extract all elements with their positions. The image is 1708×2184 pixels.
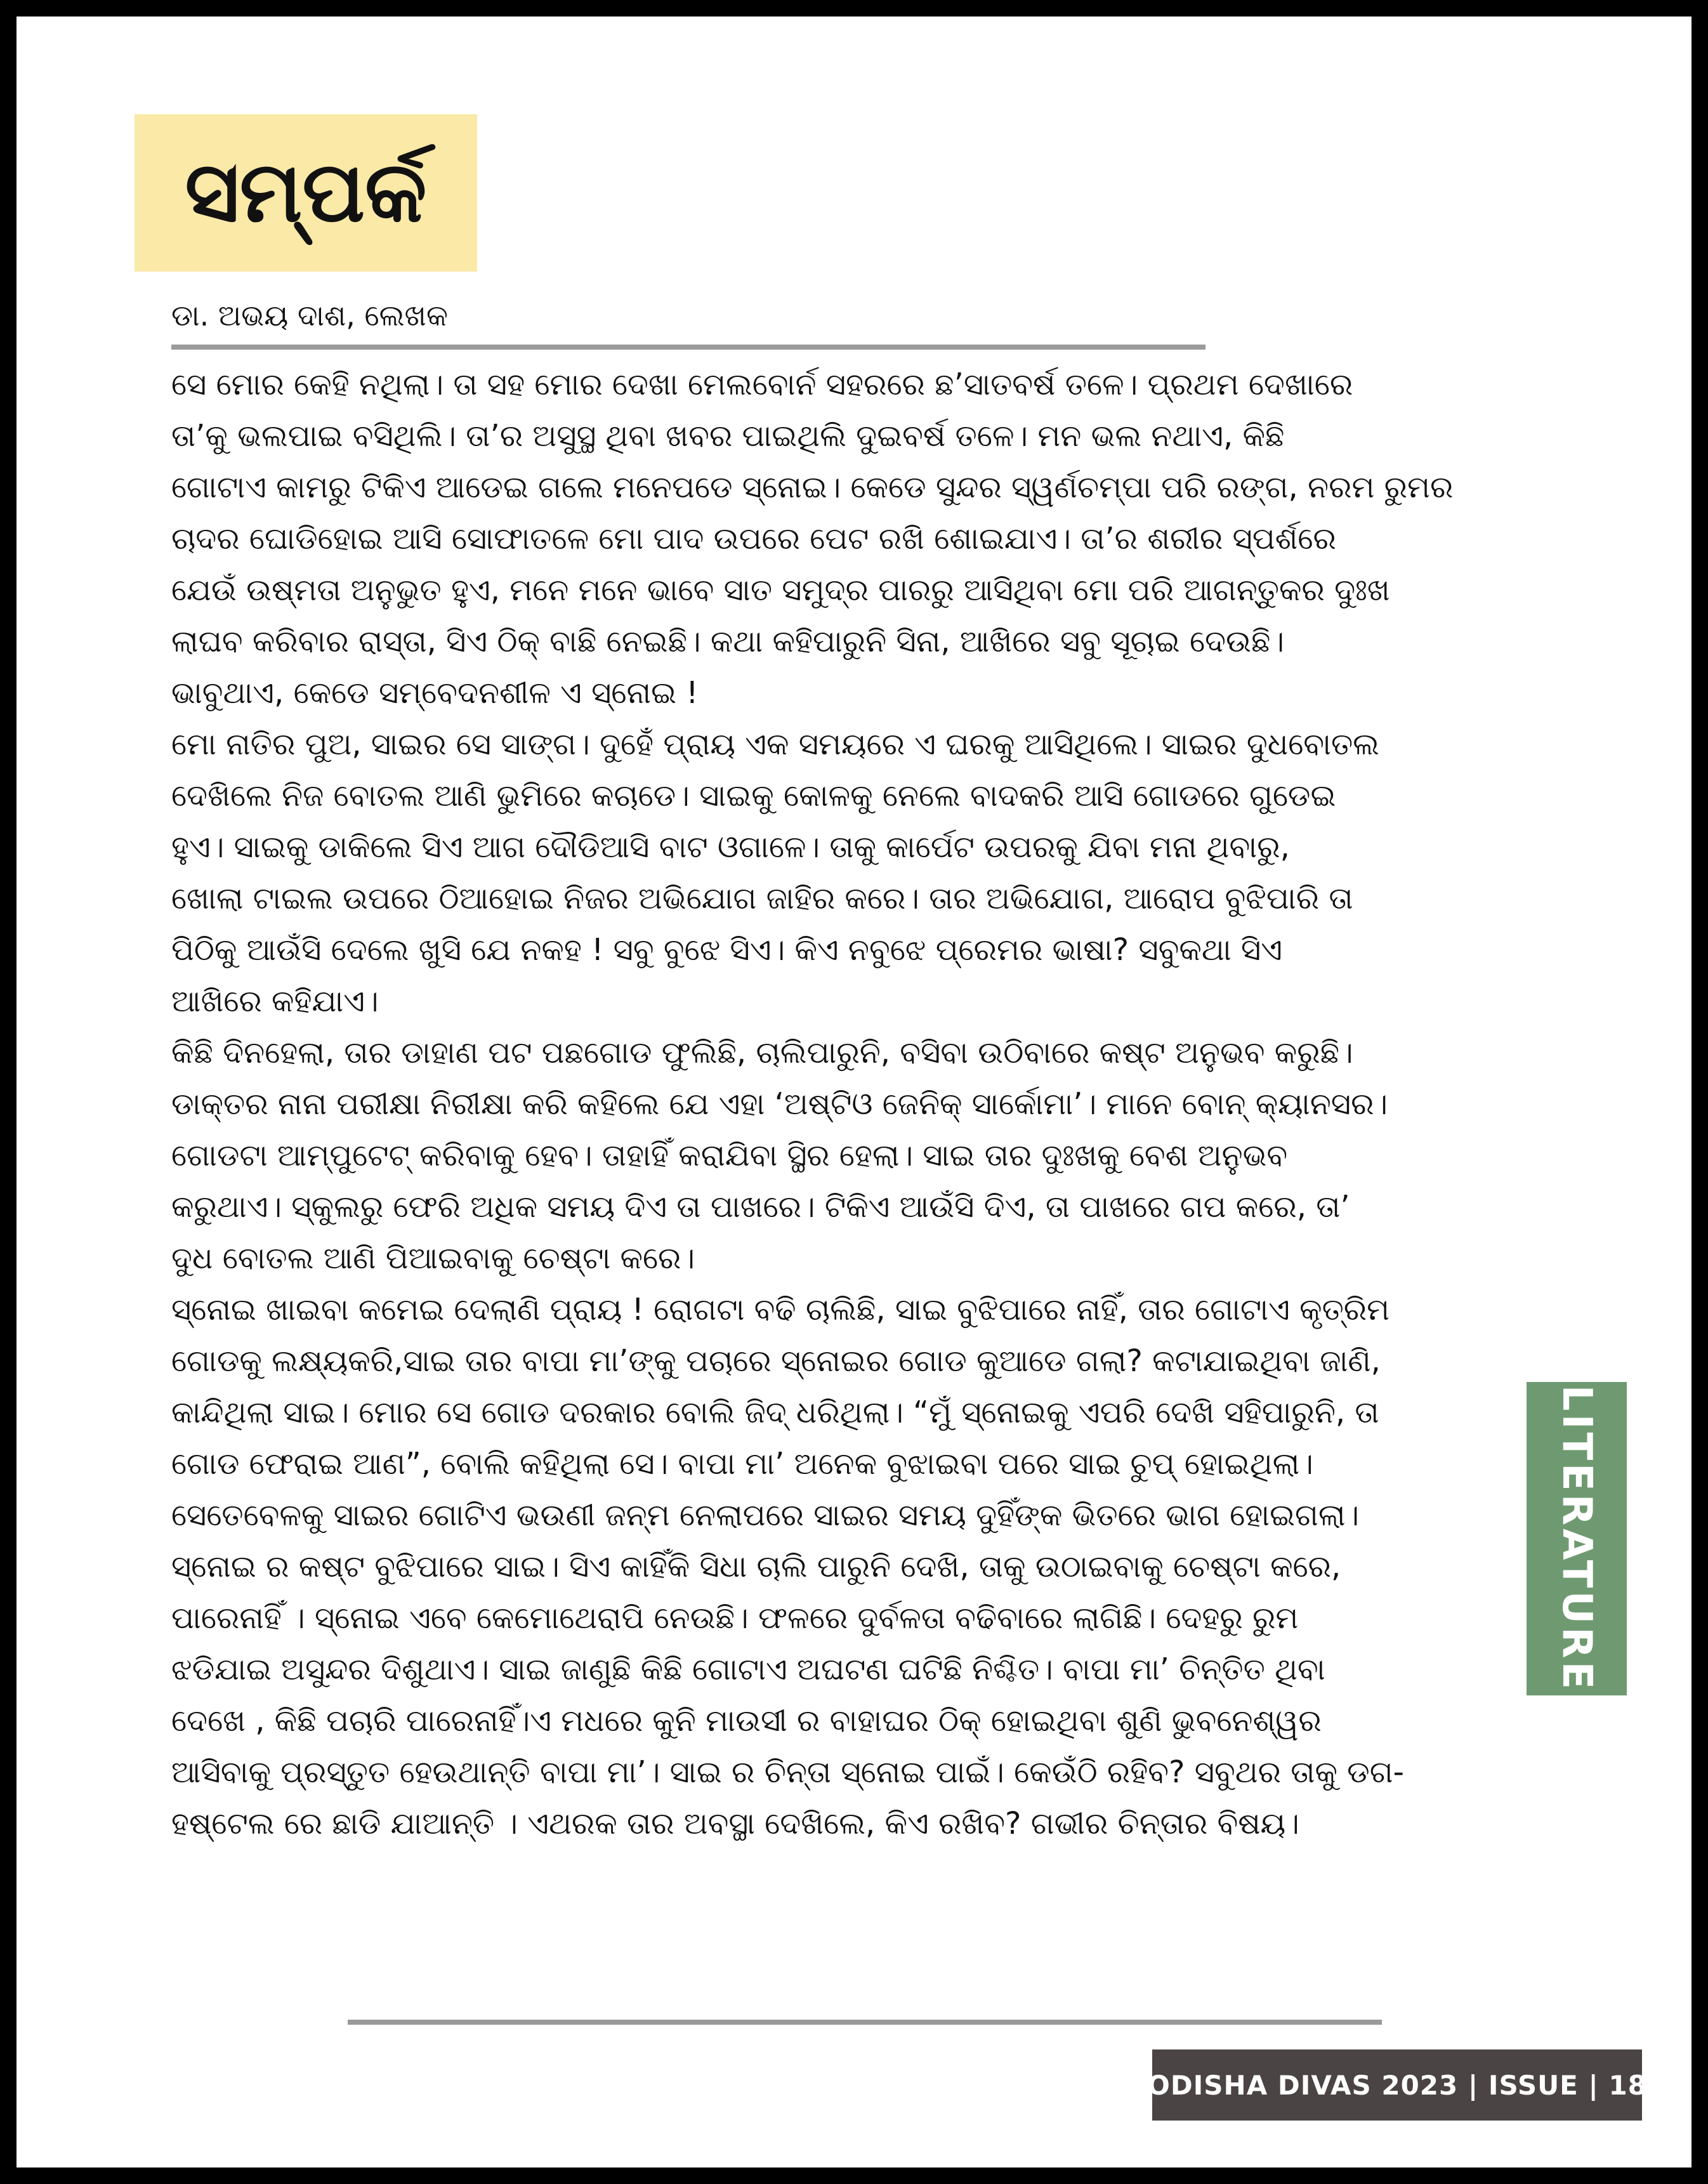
article-title-box [135, 114, 477, 272]
body-line: ଯେଉଁ ଉଷ୍ମତା ଅନୁଭୁତ ହୁଏ, ମନେ ମନେ ଭାବେ ସାତ ସମୁଦ୍ର ପାରରୁ ଆସିଥିବା ମୋ ପରି ଆଗନ୍ତୁକର ଦୁଃଖ [171, 572, 1390, 608]
body-line: ହୁଏ। ସାଇକୁ ଡାକିଲେ ସିଏ ଆଗ ଦୌଡିଆସି ବାଟ ଓଗାଳେ। ତାକୁ କାର୍ପେଟ ଉପରକୁ ଯିବା ମନା ଥିବାରୁ, [171, 829, 1290, 865]
footer-bar [1147, 2049, 1647, 2121]
body-line: ଦେଖେ , କିଛି ପଚାରି ପାରେନାହିଁ।ଏ ମଧରେ କୁନି ମାଉସୀ ର ବାହାଘର ଠିକ୍ ହୋଇଥିବା ଶୁଣି ଭୁବନେଶ୍ୱର [171, 1703, 1322, 1739]
body-line: ମୋ ନାତିର ପୁଅ, ସାଇର ସେ ସାଙ୍ଗ। ଦୁହେଁ ପ୍ରାୟ ଏକ ସମୟରେ ଏ ଘରକୁ ଆସିଥିଲେ। ସାଇର ଦୁଧବୋତଲ [171, 727, 1379, 762]
body-line: ପାରେନାହିଁ । ସ୍ନୋଇ ଏବେ କେମୋଥେରାପି ନେଉଛି। ଫଳରେ ଦୁର୍ବଳତା ବଢିବାରେ ଲାଗିଛି। ଦେହରୁ ରୁମ [171, 1600, 1299, 1636]
bottom-divider [348, 2020, 1382, 2025]
body-line: ସେ ମୋର କେହି ନଥିଲା। ତା ସହ ମୋର ଦେଖା ମେଲବୋର୍ନ ସହରରେ ଛ’ସାତବର୍ଷ ତଳେ। ପ୍ରଥମ ଦେଖାରେ [171, 367, 1353, 402]
body-line: ଭାବୁଥାଏ, କେଡେ ସମ୍ବେଦନଶୀଳ ଏ ସ୍ନୋଇ ! [171, 675, 699, 711]
body-line: ଦୁଧ ବୋତଲ ଆଣି ପିଆଇବାକୁ ଚେଷ୍ଟା କରେ। [171, 1240, 695, 1276]
section-tab [1527, 1382, 1627, 1695]
body-line: ହଷ୍ଟେଲ ରେ ଛାଡି ଯାଆନ୍ତି । ଏଥରକ ତାର ଅବସ୍ଥା ଦେଖିଲେ, କିଏ ରଖିବ? ଗଭୀର ଚିନ୍ତାର ବିଷୟ। [171, 1806, 1299, 1841]
body-line: ଖୋଲା ଟାଇଲ ଉପରେ ଠିଆହୋଇ ନିଜର ଅଭିଯୋଗ ଜାହିର କରେ। ତାର ଅଭିଯୋଗ, ଆରୋପ ବୁଝିପାରି ତା [171, 881, 1353, 916]
article-title: ସମ୍ପର୍କ [185, 143, 427, 241]
body-line: ଗୋଡ ଫେରାଇ ଆଣ”, ବୋଲି କହିଥିଲା ସେ। ବାପା ମା’ ଅନେକ ବୁଝାଇବା ପରେ ସାଇ ଚୁପ୍ ହୋଇଥିଲା। [171, 1446, 1313, 1482]
body-line: ଦେଖିଲେ ନିଜ ବୋତଲ ଆଣି ଭୁମିରେ କଚାଡେ। ସାଇକୁ କୋଳକୁ ନେଲେ ବାଦକରି ଆସି ଗୋଡରେ ଗୁଡେଇ [171, 778, 1336, 813]
body-line: ଲାଘବ କରିବାର ରାସ୍ତା, ସିଏ ଠିକ୍ ବାଛି ନେଇଛି। କଥା କହିପାରୁନି ସିନା, ଆଖିରେ ସବୁ ସୂଚାଇ ଦେଉଛି। [171, 624, 1285, 659]
body-line: ସେତେବେଳକୁ ସାଇର ଗୋଟିଏ ଭଉଣୀ ଜନ୍ମ ନେଲାପରେ ସାଇର ସମୟ ଦୁହିଁଙ୍କ ଭିତରେ ଭାଗ ହୋଇଗଲା। [171, 1497, 1360, 1533]
top-divider [171, 345, 1205, 350]
section-label: LITERATURE [1553, 1385, 1600, 1693]
footer-issue-info: ODISHA DIVAS 2023 | ISSUE | 18 [1147, 2069, 1647, 2101]
body-line: ଗୋଡକୁ ଲକ୍ଷ୍ୟକରି,ସାଇ ତାର ବାପା ମା’ଙ୍କୁ ପଚାରେ ସ୍ନୋଇର ଗୋଡ କୁଆଡେ ଗଲା? କଟାଯାଇଥିବା ଜାଣି, [171, 1343, 1381, 1379]
body-line: ଗୋଟାଏ କାମରୁ ଟିକିଏ ଆଡେଇ ଗଲେ ମନେପଡେ ସ୍ନୋଇ। କେଡେ ସୁନ୍ଦର ସ୍ୱର୍ଣଚମ୍ପା ପରି ରଙ୍ଗ, ନରମ ରୁମର [171, 470, 1454, 505]
body-line: ପିଠିକୁ ଆଉଁସି ଦେଲେ ଖୁସି ଯେ ନକହ ! ସବୁ ବୁଝେ ସିଏ। କିଏ ନବୁଝେ ପ୍ରେମର ଭାଷା? ସବୁକଥା ସିଏ [171, 932, 1282, 968]
body-line: ସ୍ନୋଇ ଖାଇବା କମେଇ ଦେଲାଣି ପ୍ରାୟ ! ରୋଗଟା ବଢି ଚାଲିଛି, ସାଇ ବୁଝିପାରେ ନାହିଁ, ତାର ଗୋଟାଏ କୃତ୍ରିମ [171, 1292, 1390, 1327]
body-line: ଡାକ୍ତର ନାନା ପରୀକ୍ଷା ନିରୀକ୍ଷା କରି କହିଲେ ଯେ ଏହା ‘ଅଷ୍ଟିଓ ଜେନିକ୍ ସାର୍କୋମା’। ମାନେ ବୋନ୍ କ୍ୟାନସର। [171, 1086, 1388, 1122]
body-line: କିଛି ଦିନହେଲା, ତାର ଡାହାଣ ପଟ ପଛଗୋଡ ଫୁଲିଛି, ଚାଲିପାରୁନି, ବସିବା ଉଠିବାରେ କଷ୍ଟ ଅନୁଭବ କରୁଛି। [171, 1035, 1353, 1070]
body-line: ଝଡିଯାଇ ଅସୁନ୍ଦର ଦିଶୁଥାଏ। ସାଇ ଜାଣୁଛି କିଛି ଗୋଟାଏ ଅଘଟଣ ଘଟିଛି ନିଶ୍ଚିତ। ବାପା ମା’ ଚିନ୍ତିତ ଥିବା [171, 1652, 1325, 1687]
body-line: ଆଖିରେ କହିଯାଏ। [171, 983, 379, 1019]
body-line: କରୁଥାଏ। ସ୍କୁଲରୁ ଫେରି ଅଧିକ ସମୟ ଦିଏ ତା ପାଖରେ। ଟିକିଏ ଆଉଁସି ଦିଏ, ତା ପାଖରେ ଗପ କରେ, ତା’ [171, 1189, 1350, 1225]
body-line: ଗୋଡଟା ଆମ୍ପୁଟେଟ୍ କରିବାକୁ ହେବ। ତାହାହିଁ କରାଯିବା ସ୍ଥିର ହେଲା। ସାଇ ତାର ଦୁଃଖକୁ ବେଶ ଅନୁଭବ [171, 1138, 1288, 1173]
body-line: କାନ୍ଦିଥିଲା ସାଇ। ମୋର ସେ ଗୋଡ ଦରକାର ବୋଲି ଜିଦ୍ ଧରିଥିଲା। “ମୁଁ ସ୍ନୋଇକୁ ଏପରି ଦେଖି ସହିପାରୁନି, ତା [171, 1395, 1379, 1430]
body-line: ତା’କୁ ଭଲପାଇ ବସିଥିଲି। ତା’ର ଅସୁସ୍ଥ ଥିବା ଖବର ପାଇଥିଲି ଦୁଇବର୍ଷ ତଳେ। ମନ ଭଲ ନଥାଏ, କିଛି [171, 418, 1285, 454]
author-byline: ଡା. ଅଭୟ ଦାଶ, ଲେଖକ [171, 298, 448, 332]
body-line: ଆସିବାକୁ ପ୍ରସ୍ତୁତ ହେଉଥାନ୍ତି ବାପା ମା’। ସାଇ ର ଚିନ୍ତା ସ୍ନୋଇ ପାଇଁ। କେଉଁଠି ରହିବ? ସବୁଥର ତାକୁ ଡଗ- [171, 1754, 1404, 1790]
magazine-page [16, 16, 1692, 2168]
body-line: ଚାଦର ଘୋଡିହୋଇ ଆସି ସୋଫାତଳେ ମୋ ପାଦ ଉପରେ ପେଟ ରଖି ଶୋଇଯାଏ। ତା’ର ଶରୀର ସ୍ପର୍ଶରେ [171, 521, 1336, 556]
article-body [171, 359, 1535, 1850]
body-line: ସ୍ନୋଇ ର କଷ୍ଟ ବୁଝିପାରେ ସାଇ। ସିଏ କାହିଁକି ସିଧା ଚାଲି ପାରୁନି ଦେଖି, ତାକୁ ଉଠାଇବାକୁ ଚେଷ୍ଟା କରେ, [171, 1549, 1341, 1584]
